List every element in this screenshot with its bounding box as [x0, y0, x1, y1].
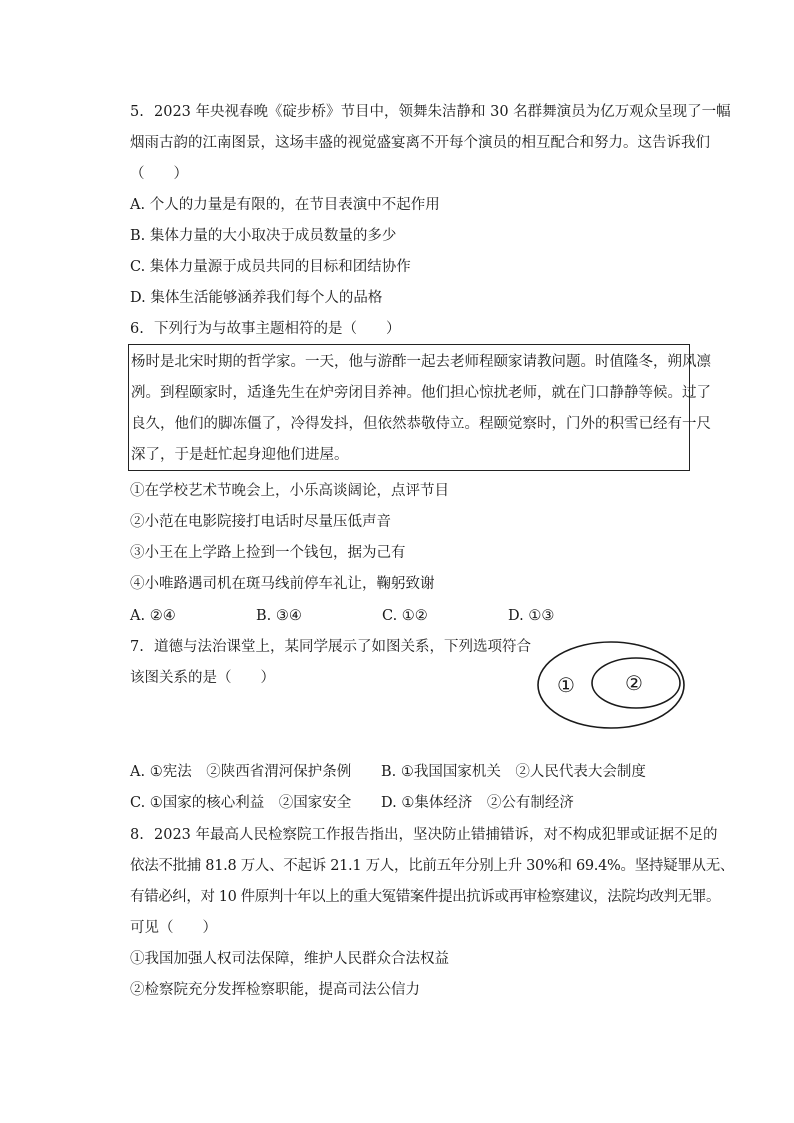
q5-option-a: A. 个人的力量是有限的，在节目表演中不起作用 [130, 197, 440, 213]
q6-passage-line-2: 冽。到程颐家时，适逢先生在炉旁闭目养神。他们担心惊扰老师，就在门口静静等候。过了 [131, 385, 711, 401]
q7-option-c: C. ①国家的核心利益 ②国家安全 [130, 795, 352, 811]
q5-option-c: C. 集体力量源于成员共同的目标和团结协作 [130, 259, 411, 275]
q7-option-b: B. ①我国国家机关 ②人民代表大会制度 [381, 764, 646, 780]
q5-line-1: 5. 2023 年央视春晚《碇步桥》节目中，领舞朱洁静和 30 名群舞演员为亿万观众呈现了一幅 [130, 104, 731, 120]
q6-passage-line-4: 深了，于是赶忙起身迎他们进屋。 [131, 447, 349, 463]
q8-line-2: 依法不批捕 81.8 万人、不起诉 21.1 万人，比前五年分别上升 30%和 69.4%。坚持疑罪从无、 [130, 858, 735, 874]
q6-item-4: ④小唯路遇司机在斑马线前停车礼让，鞠躬致谢 [130, 576, 435, 592]
q8-line-3: 有错必纠，对 10 件原判十年以上的重大冤错案件提出抗诉或再审检察建议，法院均改判无罪。 [130, 889, 721, 905]
q6-option-a: A. ②④ [130, 608, 176, 624]
outer-label: ① [557, 673, 575, 697]
q6-passage-box [128, 344, 711, 471]
q6-option-b: B. ③④ [256, 608, 302, 624]
q8-item-2: ②检察院充分发挥检察职能，提高司法公信力 [130, 982, 420, 998]
q6-passage-line-1: 杨时是北宋时期的哲学家。一天，他与游酢一起去老师程颐家请教问题。时值隆冬，朔风凛 [131, 354, 711, 370]
q7-option-d: D. ①集体经济 ②公有制经济 [381, 795, 574, 811]
q7-line-1: 7. 道德与法治课堂上，某同学展示了如图关系，下列选项符合 [130, 639, 531, 655]
q6-item-2: ②小范在电影院接打电话时尽量压低声音 [130, 514, 391, 530]
q8-line-4: 可见（ ） [130, 920, 217, 936]
q6-item-1: ①在学校艺术节晚会上，小乐高谈阔论，点评节目 [130, 483, 449, 499]
q8-line-1: 8. 2023 年最高人民检察院工作报告指出，坚决防止错捕错诉，对不构成犯罪或证据不足的 [130, 827, 718, 843]
inner-label: ② [625, 671, 643, 695]
q6-option-c: C. ①② [382, 608, 428, 624]
q6-item-3: ③小王在上学路上捡到一个钱包，据为己有 [130, 545, 406, 561]
q6-number: 6. [130, 321, 144, 337]
q5-number: 5. [130, 104, 144, 120]
q7-number: 7. [130, 639, 144, 655]
q5-line-3: （ ） [130, 166, 188, 182]
q8-item-1: ①我国加强人权司法保障，维护人民群众合法权益 [130, 951, 449, 967]
q5-option-b: B. 集体力量的大小取决于成员数量的多少 [130, 228, 397, 244]
q7-option-a: A. ①宪法 ②陕西省渭河保护条例 [130, 764, 352, 780]
q8-number: 8. [130, 827, 144, 843]
q6-stem: 6. 下列行为与故事主题相符的是（ ） [130, 321, 401, 337]
q5-option-d: D. 集体生活能够涵养我们每个人的品格 [130, 290, 383, 306]
q6-option-d: D. ①③ [508, 608, 555, 624]
q6-passage-line-3: 良久，他们的脚冻僵了，冷得发抖，但依然恭敬侍立。程颐觉察时，门外的积雪已经有一尺 [131, 416, 711, 432]
q7-venn-diagram [536, 640, 686, 730]
q5-line-2: 烟雨古韵的江南图景，这场丰盛的视觉盛宴离不开每个演员的相互配合和努力。这告诉我们 [130, 135, 710, 151]
q7-line-2: 该图关系的是（ ） [130, 670, 275, 686]
